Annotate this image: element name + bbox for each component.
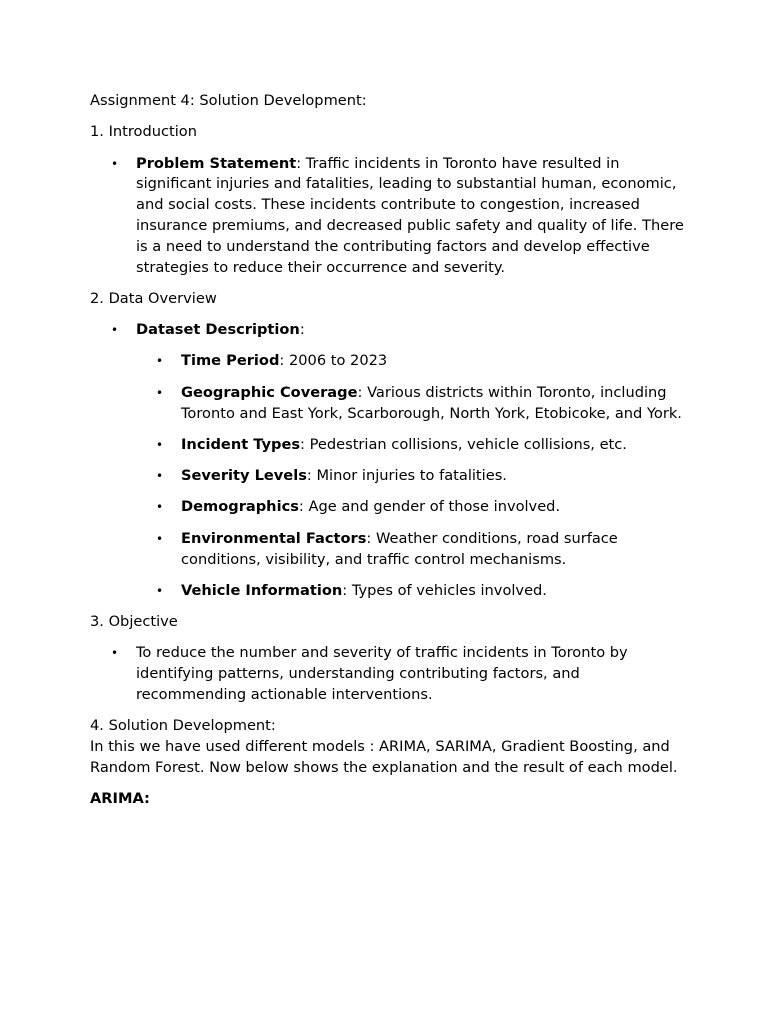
bullet-icon: • <box>156 583 164 598</box>
bullet-icon: • <box>156 469 164 484</box>
item-text: : Traffic incidents in Toronto have resulted in significant injuries and fatalities, leading to substantial human, economic, and social costs. These incidents contribute to congestion, increased insurance premiums, and decreased public safety and quality of life. There is a need to understand the contributing factors and develop effective strategies to reduce their occurrence and severity. <box>136 154 684 276</box>
objective-list <box>90 643 690 705</box>
item-text: To reduce the number and severity of traffic incidents in Toronto by identifying patterns, understanding contributing factors, and recommending actionable interventions. <box>136 644 628 704</box>
list-item-vehicle-information <box>90 581 690 602</box>
bullet-icon: • <box>156 385 164 400</box>
item-text: : Pedestrian collisions, vehicle collisions, etc. <box>300 435 627 453</box>
item-label: Severity Levels <box>181 467 307 485</box>
item-text: : Weather conditions, road surface conditions, visibility, and traffic control mechanisms. <box>181 529 618 568</box>
bullet-icon: • <box>156 437 164 452</box>
item-text: : Minor injuries to fatalities. <box>306 467 507 485</box>
list-item-problem-statement <box>90 154 690 279</box>
list-item-environmental-factors <box>90 529 690 571</box>
item-text: : Various districts within Toronto, including Toronto and East York, Scarborough, North York, Etobicoke, and York. <box>181 383 682 422</box>
heading-objective: 3. Objective <box>90 613 178 631</box>
item-label: Incident Types <box>181 435 301 453</box>
bullet-icon: • <box>156 531 164 546</box>
data-overview-list <box>90 320 690 601</box>
item-label: Problem Statement <box>136 154 297 172</box>
bullet-icon: • <box>111 323 119 338</box>
heading-introduction: 1. Introduction <box>90 123 197 141</box>
bullet-icon: • <box>156 500 164 515</box>
item-text: : <box>299 321 305 339</box>
subheading-arima: ARIMA: <box>90 790 150 808</box>
item-text: : Types of vehicles involved. <box>342 581 547 599</box>
item-label: Time Period <box>181 352 280 370</box>
bullet-icon: • <box>156 354 164 369</box>
list-item-objective <box>90 643 690 705</box>
document-title: Assignment 4: Solution Development: <box>90 92 367 109</box>
list-item-severity-levels <box>90 466 690 487</box>
solution-paragraph: In this we have used different models : ARIMA, SARIMA, Gradient Boosting, and Random Forest. Now below shows the explanation and the result of each model. <box>90 738 678 776</box>
item-label: Vehicle Information <box>181 581 343 599</box>
bullet-icon: • <box>111 156 119 171</box>
heading-solution-development: 4. Solution Development: <box>90 717 276 735</box>
list-item-geographic-coverage <box>90 383 690 425</box>
item-label: Environmental Factors <box>181 529 367 547</box>
bullet-icon: • <box>111 646 119 661</box>
introduction-list <box>90 154 690 279</box>
item-text: : Age and gender of those involved. <box>298 498 561 516</box>
item-label: Demographics <box>181 498 299 516</box>
item-text: : 2006 to 2023 <box>279 352 388 370</box>
list-item-demographics <box>90 497 690 518</box>
list-item-time-period <box>90 351 690 372</box>
heading-data-overview: 2. Data Overview <box>90 289 217 307</box>
item-label: Geographic Coverage <box>181 383 358 401</box>
list-item-dataset-description <box>90 320 690 341</box>
item-label: Dataset Description <box>136 321 300 339</box>
document-page <box>90 91 690 821</box>
list-item-incident-types <box>90 435 690 456</box>
